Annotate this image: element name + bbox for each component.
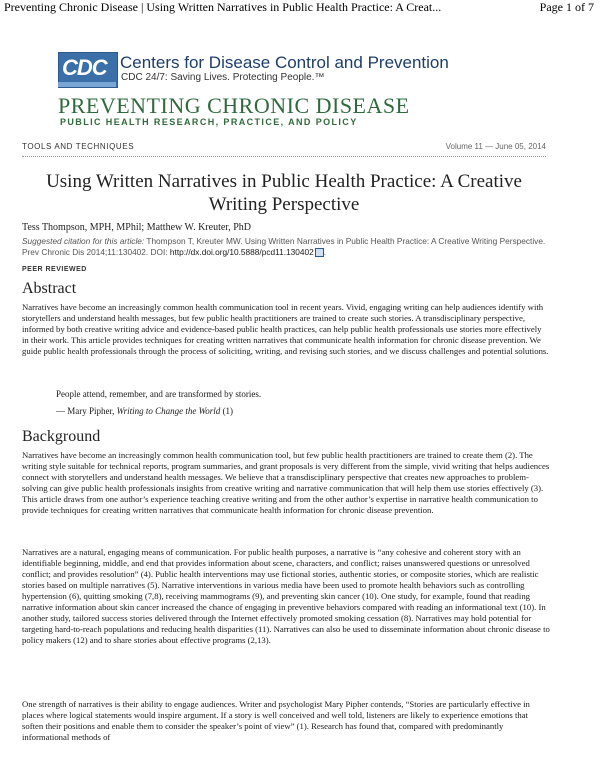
cdc-logo-text: CDC [62,55,107,80]
epigraph-attribution [56,406,233,416]
divider [22,156,546,157]
doi-link[interactable]: http://dx.doi.org/10.5888/pcd11.130402 [169,247,314,257]
abstract-paragraph: Narratives have become an increasingly common health communication tool in recent years. Vivid, engaging writing can help audiences identify with storytellers and understand health messages, but few public health practitioners are trained to create such stories. A transdisciplinary perspective, informed by both creative writing advice and evidence-based public health practices, can help public health professionals use stories more effectively in their work. This article provides techniques for creating written narratives that communicate health information for chronic disease prevention. We guide public health professionals through the process of soliciting, writing, and revising such stories, and we discuss challenges and potential solutions. [22,302,549,356]
article-title: Using Written Narratives in Public Health Practice: A Creative Writing Perspective [46,171,522,215]
cdc-logo-swoosh [58,82,116,87]
citation-label: Suggested citation for this article: [22,236,145,246]
background-heading: Background [22,428,101,445]
citation-text: Thompson T, Kreuter MW. Using Written Narratives in Public Health Practice: A Creative Writing Perspective. Prev Chronic Dis 2014;11:130402. DOI: [22,236,546,257]
journal-title[interactable]: PREVENTING CHRONIC DISEASE [58,93,410,118]
agency-name[interactable]: Centers for Disease Control and Prevention [120,53,449,72]
epigraph-ref[interactable]: (1) [222,406,234,416]
epigraph-quote: People attend, remember, and are transformed by stories. [56,389,262,399]
agency-tagline: CDC 24/7: Saving Lives. Protecting People.™ [121,72,325,83]
epigraph-source: Writing to Change the World [116,406,221,416]
background-paragraph-3: One strength of narratives is their ability to engage audiences. Writer and psychologist Mary Pipher contends, “Stories are particularly effective in places where logical statements would inspire argument. If a story is well conceived and well told, listeners are likely to experience emotions that soften their positions and enable them to consider the speaker’s point of view” (1). Research has found that, compared with predominantly informational methods of [22,699,530,742]
journal-subtitle: PUBLIC HEALTH RESEARCH, PRACTICE, AND POLICY [60,117,358,127]
article-authors: Tess Thompson, MPH, MPhil; Matthew W. Kreuter, PhD [22,222,251,233]
epigraph-author: — Mary Pipher, [56,406,115,416]
volume-date: Volume 11 — June 05, 2014 [445,142,546,151]
print-page-title: Preventing Chronic Disease | Using Written Narratives in Public Health Practice: A Creat... [4,0,442,14]
print-page-number: Page 1 of 7 [539,0,594,14]
article-section-label: TOOLS AND TECHNIQUES [22,142,135,151]
peer-reviewed-label: PEER REVIEWED [22,266,87,273]
external-link-icon[interactable] [315,248,324,257]
browser-print-header [0,0,600,14]
abstract-heading: Abstract [22,280,77,297]
suggested-citation: Suggested citation for this article: Thompson T, Kreuter MW. Using Written Narratives in Public Health Practice: A Creative Writing Perspective. Prev Chronic Dis 2014;11:130402. DOI: http://dx.doi.org/10.5888/pcd11.130402 . [22,236,546,257]
background-paragraph-1: Narratives have become an increasingly common health communication tool, but few public health practitioners are trained to create them (2). The writing style suitable for technical reports, program summaries, and grant proposals is very different from the simple, vivid writing that helps audiences connect with storytellers and understand health messages. We believe that a transdisciplinary perspective that creates new approaches to problem-solving can give public health professionals insights from creative writing and narrative communication that will help them use stories effectively (3). This article draws from one author’s experience teaching creative writing and from the other author’s expertise in narrative health communication to provide techniques for creating written narratives that communicate health information for chronic disease prevention. [22,450,550,515]
background-paragraph-2: Narratives are a natural, engaging means of communication. For public health purposes, a narrative is “any cohesive and coherent story with an identifiable beginning, middle, and end that provides information about scene, characters, and conflict; raises unanswered questions or unresolved conflict; and provides resolution” (4). Public health interventions may use fictional stories, authentic stories, or composite stories, which are realistic stories based on multiple narratives (5). Narrative interventions in various media have been used to promote health behaviors such as controlling hypertension (6), quitting smoking (7,8), receiving mammograms (9), and preventing skin cancer (10). One study, for example, found that reading narrative information about skin cancer increased the chance of engaging in preventive behaviors compared with reading an informational text (10). In another study, tailored success stories delivered through the Internet effectively promoted smoking cessation (8). Narratives may hold potential for targeting hard-to-reach populations and reducing health disparities (11). Narratives can also be used to disseminate information about chronic disease to policy makers (12) and to share stories about effective programs (2,13). [22,547,550,645]
